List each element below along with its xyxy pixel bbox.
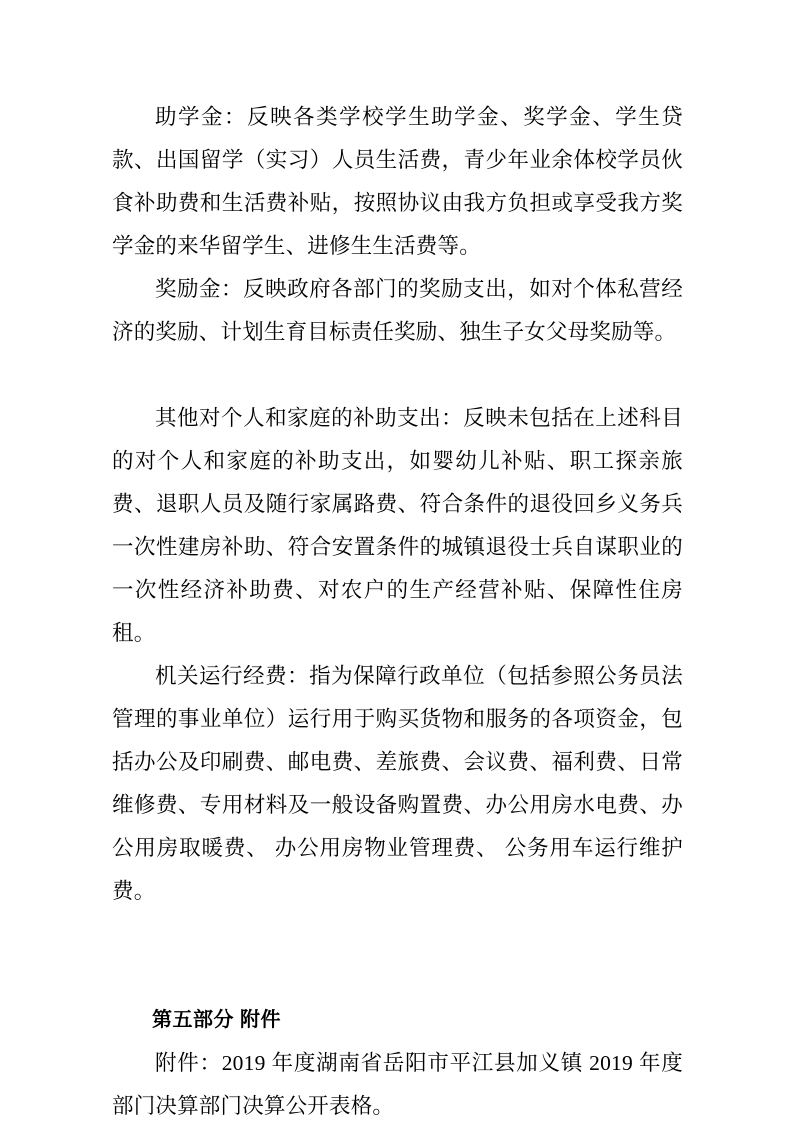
paragraph-award-fund: 奖励金：反映政府各部门的奖励支出，如对个体私营经济的奖励、计划生育目标责任奖励、独生子女父母奖励等。 — [112, 277, 683, 344]
heading-part-five: 第五部分 附件 — [152, 1009, 282, 1031]
document-body — [112, 96, 683, 1128]
paragraph-grant-fund: 助学金：反映各类学校学生助学金、奖学金、学生贷款、出国留学（实习）人员生活费，青少年业余体校学员伙食补助费和生活费补贴，按照协议由我方负担或享受我方奖学金的来华留学生、进修生生活费等。 — [112, 105, 683, 258]
paragraph-spacer-2 — [112, 913, 683, 999]
paragraph-agency-operating-expenses: 机关运行经费：指为保障行政单位（包括参照公务员法管理的事业单位）运行用于购买货物和服务的各项资金，包括办公及印刷费、邮电费、差旅费、会议费、福利费、日常维修费、专用材料及一般设备购置费、办公用房水电费、办公用房取暖费、 办公用房物业管理费、 公务用车运行维护费。 — [112, 664, 683, 903]
paragraph-spacer-1 — [112, 354, 683, 397]
paragraph-attachment: 附件：2019 年度湖南省岳阳市平江县加义镇 2019 年度部门决算部门决算公开表格。 — [112, 1051, 683, 1118]
paragraph-other-household-subsidy: 其他对个人和家庭的补助支出：反映未包括在上述科目的对个人和家庭的补助支出，如婴幼儿补贴、职工探亲旅费、退职人员及随行家属路费、符合条件的退役回乡义务兵一次性建房补助、符合安置条件的城镇退役士兵自谋职业的一次性经济补助费、对农户的生产经营补贴、保障性住房租。 — [112, 406, 683, 645]
